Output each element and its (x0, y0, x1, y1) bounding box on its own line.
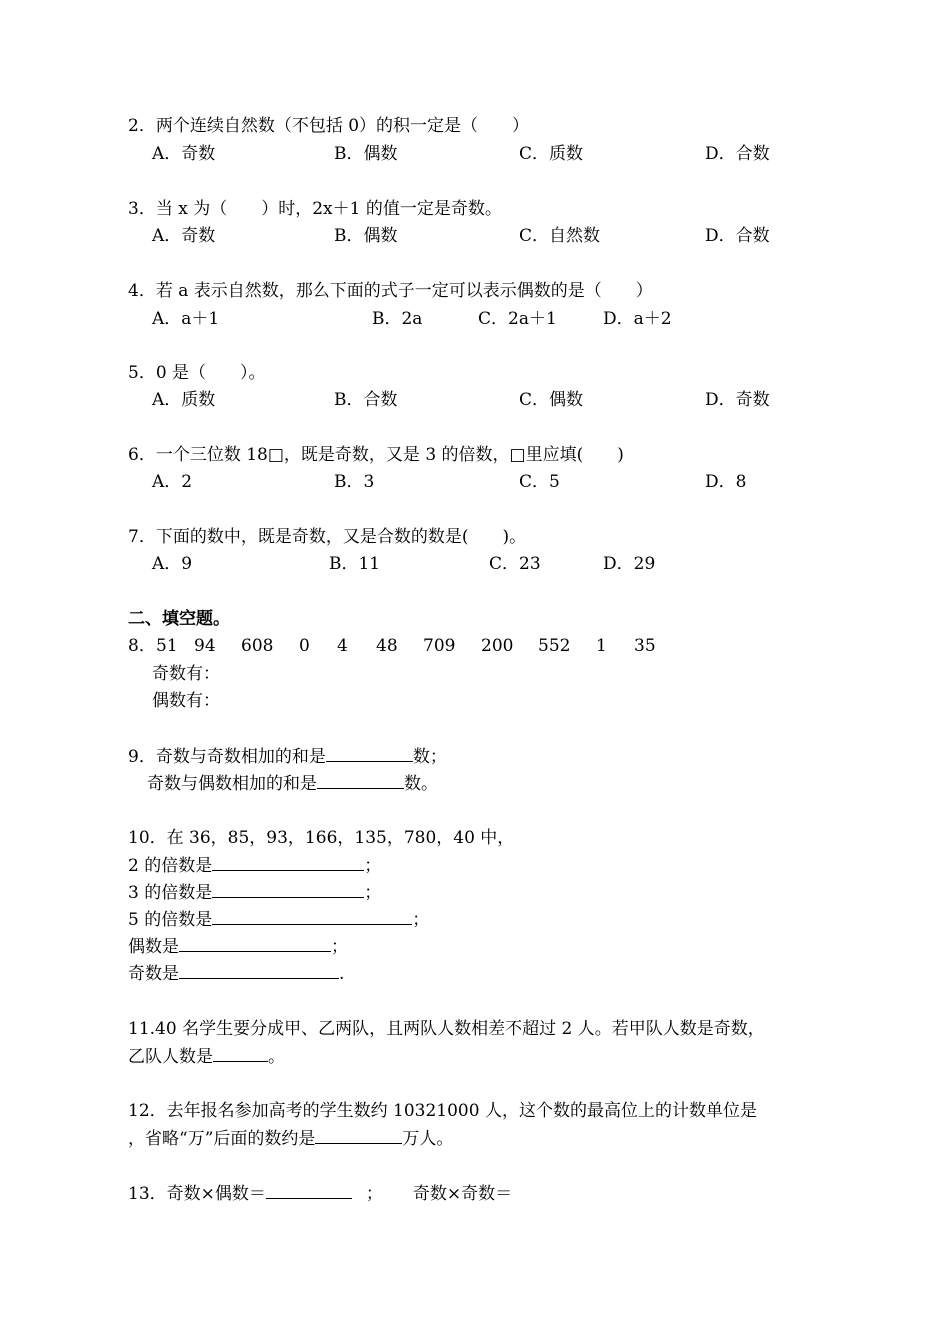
q8-prefix: 8． (128, 636, 156, 656)
q8-number: 552 (538, 636, 571, 656)
q7-option-b: B．11 (329, 554, 381, 574)
q5-stem: 5．0 是（ ）。 (128, 363, 266, 383)
q7-option-c: C．23 (489, 554, 541, 574)
q10-answer-blank-3[interactable] (212, 909, 412, 925)
q10-line-5 (128, 963, 344, 984)
q12-line-1: 12．去年报名参加高考的学生数约 10321000 人，这个数的最高位上的计数单位是 (128, 1101, 757, 1121)
q13-line (128, 1183, 512, 1204)
q8-number: 51 (156, 636, 178, 656)
q3-option-b: B．偶数 (334, 226, 398, 246)
q11-text: 。 (268, 1047, 285, 1067)
q10-label: 奇数是 (128, 964, 179, 984)
q12-answer-blank[interactable] (315, 1128, 402, 1144)
q7-option-a: A．9 (152, 554, 193, 574)
q13-text: 13．奇数×偶数＝ (128, 1184, 266, 1204)
q6-stem: 6．一个三位数 18□，既是奇数，又是 3 的倍数，□里应填( ) (128, 445, 624, 465)
q8-number: 4 (337, 636, 348, 656)
q12-line-2 (128, 1128, 453, 1149)
q4-stem: 4．若 a 表示自然数，那么下面的式子一定可以表示偶数的是（ ） (128, 281, 653, 301)
q10-label: 偶数是 (128, 937, 179, 957)
q4-option-c: C．2a＋1 (478, 309, 557, 329)
q8-number: 35 (634, 636, 656, 656)
q12-text: 万人。 (402, 1129, 454, 1149)
q8-number: 709 (423, 636, 456, 656)
q8-even-label: 偶数有： (152, 691, 220, 711)
q6-option-d: D．8 (705, 472, 747, 492)
q8-odd-label: 奇数有： (152, 664, 220, 684)
q11-line-2 (128, 1046, 285, 1067)
q7-option-d: D．29 (603, 554, 656, 574)
q11-text: 乙队人数是 (128, 1047, 213, 1067)
q3-option-a: A．奇数 (152, 226, 216, 246)
q9-text: 9．奇数与奇数相加的和是 (128, 747, 326, 767)
q10-label: 5 的倍数是 (128, 910, 213, 930)
q9-line-2 (147, 773, 438, 794)
q2-option-b: B．偶数 (334, 144, 398, 164)
q4-option-a: A．a＋1 (152, 309, 220, 329)
q6-option-a: A．2 (152, 472, 193, 492)
q4-option-b: B．2a (372, 309, 423, 329)
q10-line-1 (128, 855, 381, 876)
q2-stem: 2．两个连续自然数（不包括 0）的积一定是（ ） (128, 116, 530, 136)
q10-answer-blank-2[interactable] (212, 882, 364, 898)
q11-line-1: 11.40 名学生要分成甲、乙两队，且两队人数相差不超过 2 人。若甲队人数是奇数， (128, 1019, 765, 1039)
q12-text: ，省略“万”后面的数约是 (128, 1129, 316, 1149)
q9-answer-blank-1[interactable] (326, 746, 413, 762)
q10-line-4 (128, 936, 348, 957)
q10-answer-blank-1[interactable] (212, 855, 364, 871)
q8-number: 94 (194, 636, 216, 656)
q8-number-list (128, 636, 728, 656)
q5-option-a: A．质数 (152, 390, 216, 410)
q10-answer-blank-4[interactable] (179, 936, 331, 952)
q3-option-d: D．合数 (705, 226, 770, 246)
q8-number: 200 (481, 636, 514, 656)
q8-number: 48 (376, 636, 398, 656)
q2-option-d: D．合数 (705, 144, 770, 164)
q5-option-c: C．偶数 (519, 390, 584, 410)
q9-text: 数。 (404, 774, 438, 794)
q13-text: 奇数×奇数＝ (412, 1184, 513, 1204)
q9-text: 奇数与偶数相加的和是 (147, 774, 317, 794)
q10-stem: 10．在 36，85，93，166，135，780，40 中， (128, 828, 515, 848)
q10-label: 3 的倍数是 (128, 883, 213, 903)
q5-option-d: D．奇数 (705, 390, 770, 410)
q10-punct: ； (412, 910, 430, 930)
q6-option-b: B．3 (334, 472, 375, 492)
q11-answer-blank[interactable] (213, 1046, 268, 1062)
q2-option-c: C．质数 (519, 144, 584, 164)
q7-stem: 7．下面的数中，既是奇数，又是合数的数是( )。 (128, 527, 527, 547)
q9-text: 数； (412, 747, 447, 767)
q9-line-1 (128, 746, 447, 767)
q9-answer-blank-2[interactable] (317, 773, 404, 789)
q4-option-d: D．a＋2 (603, 309, 672, 329)
q8-number: 608 (241, 636, 274, 656)
q6-option-c: C．5 (519, 472, 560, 492)
q10-punct: . (339, 964, 345, 984)
q10-line-2 (128, 882, 381, 903)
q3-stem: 3．当 x 为（ ）时，2x＋1 的值一定是奇数。 (128, 199, 502, 219)
q13-answer-blank[interactable] (266, 1183, 352, 1199)
q8-number: 1 (596, 636, 607, 656)
q10-line-3 (128, 909, 429, 930)
q2-option-a: A．奇数 (152, 144, 216, 164)
q10-punct: ； (364, 856, 382, 876)
q10-punct: ； (364, 883, 382, 903)
section-heading: 二、填空题。 (128, 609, 230, 629)
q10-answer-blank-5[interactable] (179, 963, 339, 979)
q8-number: 0 (299, 636, 310, 656)
q3-option-c: C．自然数 (519, 226, 601, 246)
q5-option-b: B．合数 (334, 390, 398, 410)
q13-punct: ； (365, 1184, 383, 1204)
q10-punct: ； (331, 937, 348, 957)
q10-label: 2 的倍数是 (128, 856, 213, 876)
